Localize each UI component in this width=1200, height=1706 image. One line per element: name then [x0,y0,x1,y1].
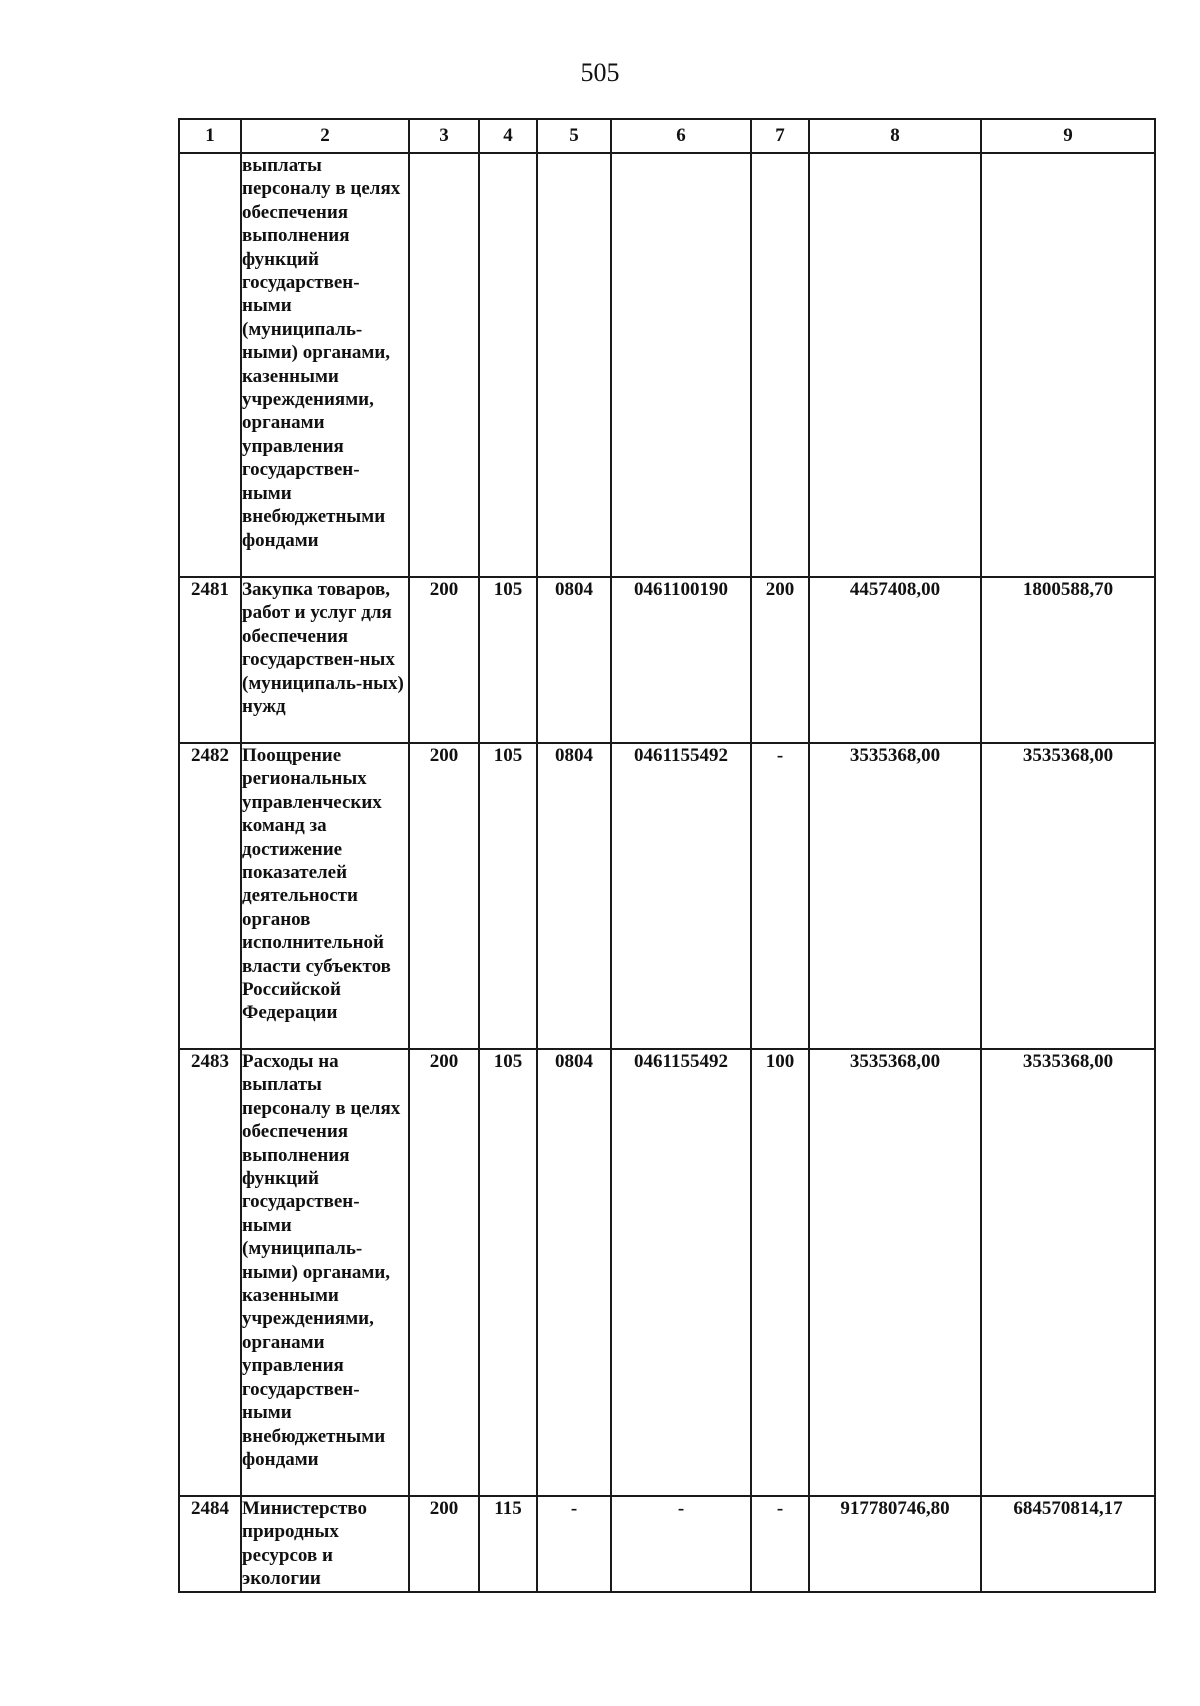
cell-col6: 0461155492 [611,1049,751,1496]
row-name: выплаты персоналу в целях обеспечения выполнения функций государствен-ными (муниципаль-ными) органами, казенными учреждениями, органами управления государствен-ными внебюджетными фондами [241,153,409,577]
cell-col8: 3535368,00 [809,1049,981,1496]
cell-col7: - [751,743,809,1049]
cell-col3: 200 [409,577,479,743]
cell-col4: 105 [479,1049,537,1496]
cell-col8: 3535368,00 [809,743,981,1049]
cell-col5: - [537,1496,611,1592]
budget-table [178,118,1156,1593]
row-name: Закупка товаров, работ и услуг для обеспечения государствен-ных (муниципаль-ных) нужд [241,577,409,743]
header-cell-1: 1 [179,119,241,153]
cell-col9: 3535368,00 [981,743,1155,1049]
cell-col9: 3535368,00 [981,1049,1155,1496]
row-number: 2482 [179,743,241,1049]
cell-col8 [809,153,981,577]
cell-col4: 115 [479,1496,537,1592]
table-row [179,1049,1155,1496]
cell-col7: - [751,1496,809,1592]
cell-col7: 100 [751,1049,809,1496]
row-name: Министерство природных ресурсов и экологии [241,1496,409,1592]
cell-col9: 684570814,17 [981,1496,1155,1592]
header-cell-8: 8 [809,119,981,153]
table-row [179,1496,1155,1592]
row-number [179,153,241,577]
cell-col7 [751,153,809,577]
cell-col4: 105 [479,577,537,743]
table-row [179,743,1155,1049]
table-row [179,577,1155,743]
table-row [179,153,1155,577]
cell-col6: - [611,1496,751,1592]
cell-col3: 200 [409,1049,479,1496]
row-number: 2484 [179,1496,241,1592]
cell-col9: 1800588,70 [981,577,1155,743]
cell-col5: 0804 [537,1049,611,1496]
cell-col6: 0461100190 [611,577,751,743]
header-cell-3: 3 [409,119,479,153]
row-number: 2483 [179,1049,241,1496]
cell-col5 [537,153,611,577]
header-cell-2: 2 [241,119,409,153]
row-name: Поощрение региональных управленческих команд за достижение показателей деятельности органов исполнительной власти субъектов Российской Федерации [241,743,409,1049]
cell-col6: 0461155492 [611,743,751,1049]
cell-col4 [479,153,537,577]
header-row [179,119,1155,153]
cell-col3 [409,153,479,577]
header-cell-9: 9 [981,119,1155,153]
cell-col8: 917780746,80 [809,1496,981,1592]
cell-col3: 200 [409,743,479,1049]
header-cell-6: 6 [611,119,751,153]
cell-col9 [981,153,1155,577]
cell-col4: 105 [479,743,537,1049]
row-number: 2481 [179,577,241,743]
cell-col7: 200 [751,577,809,743]
header-cell-7: 7 [751,119,809,153]
cell-col5: 0804 [537,743,611,1049]
cell-col3: 200 [409,1496,479,1592]
header-cell-4: 4 [479,119,537,153]
cell-col8: 4457408,00 [809,577,981,743]
header-cell-5: 5 [537,119,611,153]
cell-col5: 0804 [537,577,611,743]
cell-col6 [611,153,751,577]
page-number: 505 [580,58,620,87]
row-name: Расходы на выплаты персоналу в целях обеспечения выполнения функций государствен-ными (муниципаль-ными) органами, казенными учреждениями, органами управления государствен-ными внебюджетными фондами [241,1049,409,1496]
